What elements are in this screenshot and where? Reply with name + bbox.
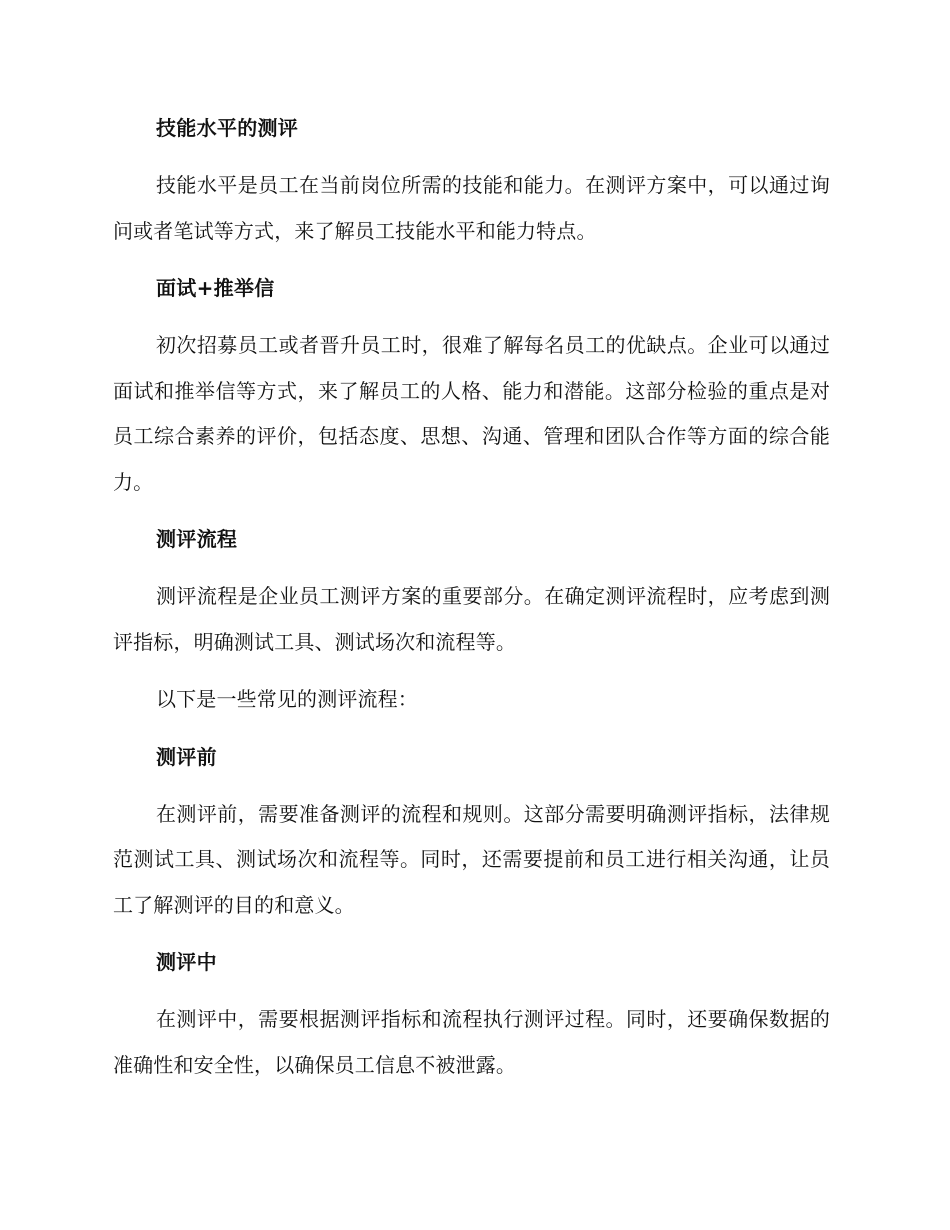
section-heading-during-assessment: 测评中 bbox=[156, 950, 217, 974]
section-heading-before-assessment: 测评前 bbox=[156, 744, 217, 769]
paragraph-during-assessment: 在测评中，需要根据测评指标和流程执行测评过程。同时，还要确保数据的准确性和安全性，以确保员工信息不被泄露。 bbox=[113, 1007, 830, 1077]
paragraph-interview-recommendation: 初次招募员工或者晋升员工时，很难了解每名员工的优缺点。企业可以通过面试和推举信等方式，来了解员工的人格、能力和潜能。这部分检验的重点是对员工综合素养的评价，包括态度、思想、沟通、管理和团队合作等方面的综合能力。 bbox=[113, 333, 830, 494]
paragraph-before-assessment: 在测评前，需要准备测评的流程和规则。这部分需要明确测评指标，法律规范测试工具、测试场次和流程等。同时，还需要提前和员工进行相关沟通，让员工了解测评的目的和意义。 bbox=[113, 801, 830, 917]
paragraph-skill-assessment: 技能水平是员工在当前岗位所需的技能和能力。在测评方案中，可以通过询问或者笔试等方式，来了解员工技能水平和能力特点。 bbox=[113, 173, 830, 243]
paragraph-assessment-process: 测评流程是企业员工测评方案的重要部分。在确定测评流程时，应考虑到测评指标，明确测试工具、测试场次和流程等。 bbox=[113, 584, 830, 654]
paragraph-common-process-intro: 以下是一些常见的测评流程： bbox=[156, 687, 418, 711]
section-heading-assessment-process: 测评流程 bbox=[156, 527, 238, 551]
section-heading-interview-recommendation: 面试+推举信 bbox=[156, 276, 275, 300]
section-heading-skill-assessment: 技能水平的测评 bbox=[156, 116, 299, 140]
document-page bbox=[113, 106, 830, 1088]
